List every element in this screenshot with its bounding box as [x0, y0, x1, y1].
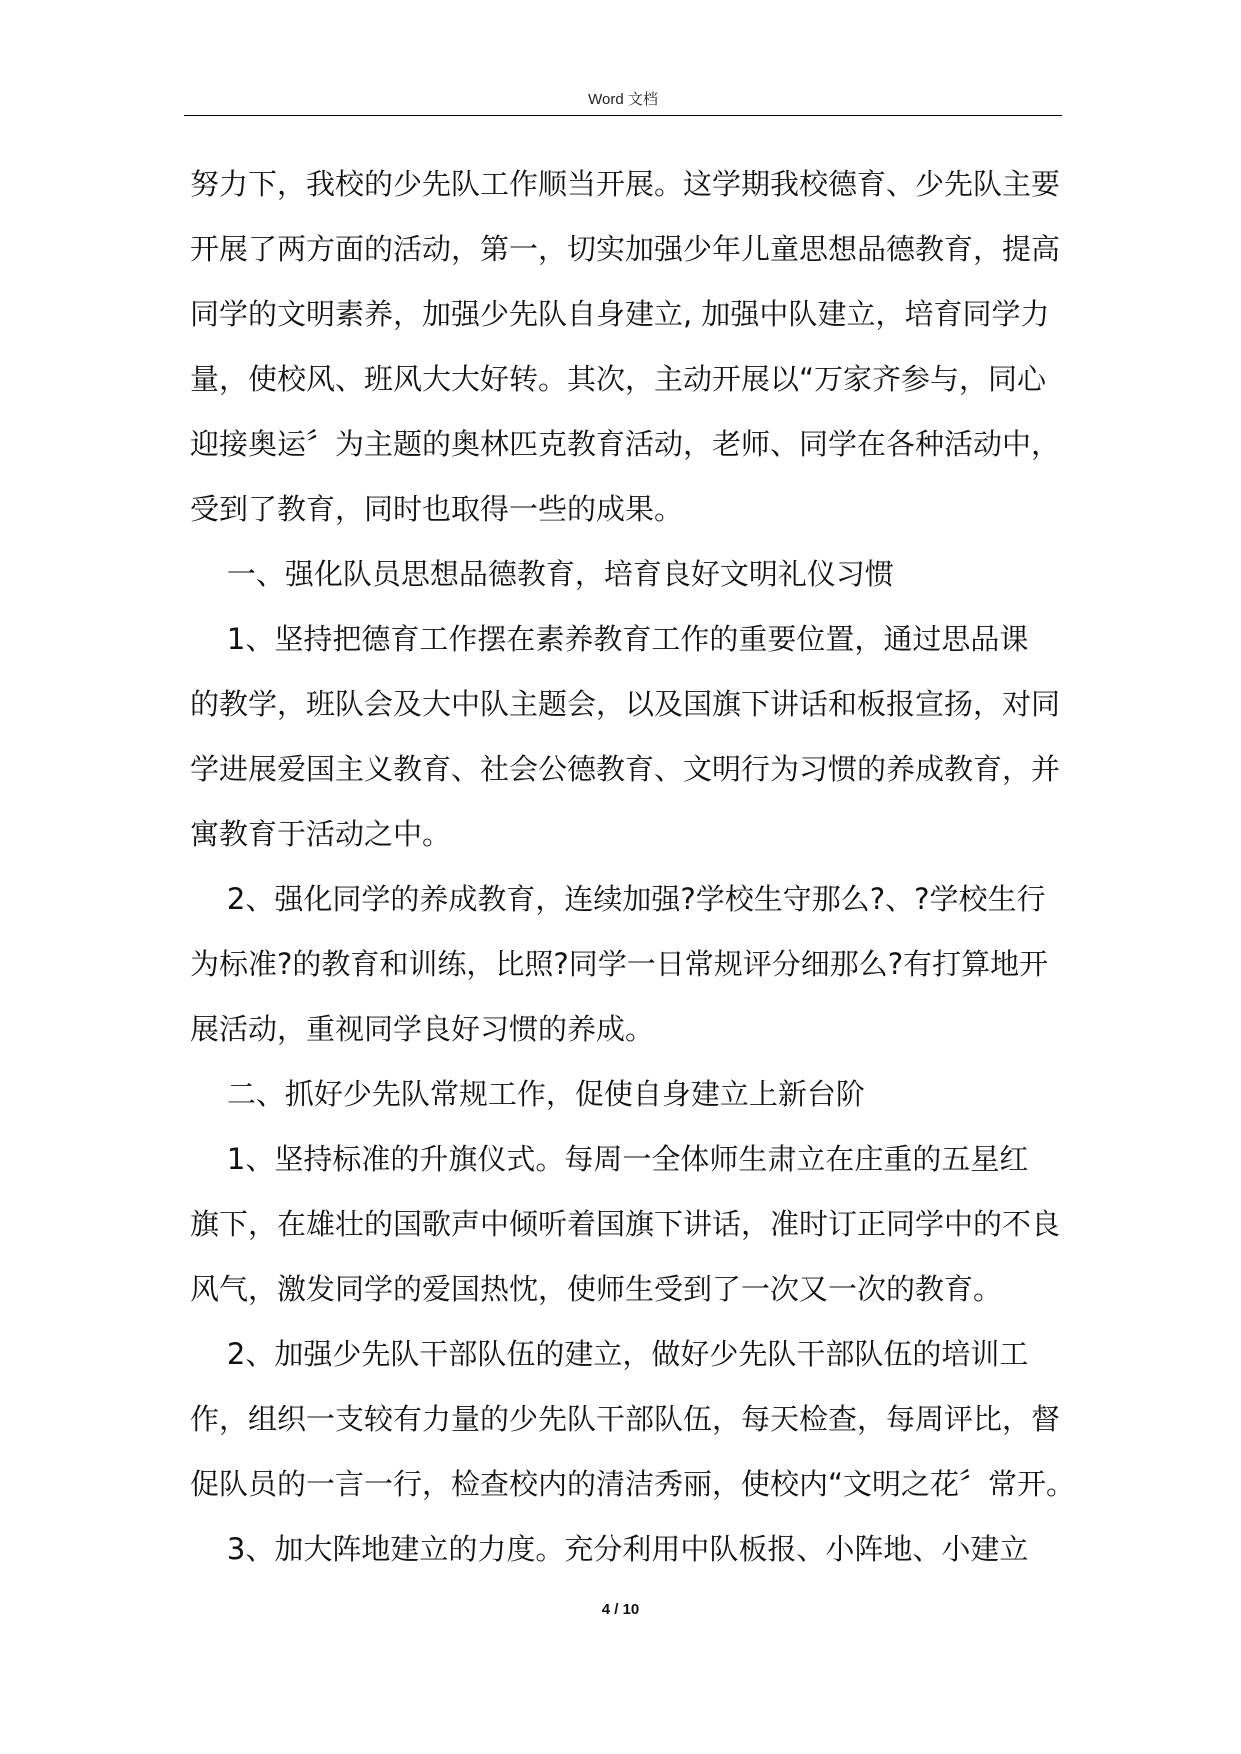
text-line: 的教学，班队会及大中队主题会，以及国旗下讲话和板报宣扬，对同: [190, 687, 1061, 721]
text-line: 旗下，在雄壮的国歌声中倾听着国旗下讲话，准时订正同学中的不良: [190, 1207, 1061, 1241]
text-line: 1、坚持标准的升旗仪式。每周一全体师生肃立在庄重的五星红: [190, 1142, 1029, 1176]
text-line: 努力下，我校的少先队工作顺当开展。这学期我校德育、少先队主要: [190, 167, 1061, 201]
text-line: 风气，激发同学的爱国热忱，使师生受到了一次又一次的教育。: [190, 1272, 1003, 1306]
text-line: 寓教育于活动之中。: [190, 817, 452, 851]
page-number: 4 / 10: [601, 1601, 640, 1618]
text-line: 学进展爱国主义教育、社会公德教育、文明行为习惯的养成教育，并: [190, 752, 1061, 786]
text-line: 为标准?的教育和训练，比照?同学一日常规评分细那么?有打算地开: [190, 947, 1049, 981]
document-body: [190, 160, 1076, 1590]
page-header: Word 文档: [588, 91, 658, 108]
text-line: 作，组织一支较有力量的少先队干部队伍，每天检查，每周评比，督: [190, 1402, 1061, 1436]
text-line: 迎接奥运〞为主题的奥林匹克教育活动，老师、同学在各种活动中，: [190, 427, 1061, 461]
text-line: 展活动，重视同学良好习惯的养成。: [190, 1012, 655, 1046]
text-line: 2、强化同学的养成教育，连续加强?学校生守那么?、?学校生行: [190, 882, 1046, 916]
text-line: 3、加大阵地建立的力度。充分利用中队板报、小阵地、小建立: [190, 1532, 1029, 1566]
text-line: 量，使校风、班风大大好转。其次，主动开展以“万家齐参与，同心: [190, 362, 1047, 396]
text-line: 促队员的一言一行，检查校内的清洁秀丽，使校内“文明之花〞常开。: [190, 1467, 1076, 1501]
section-heading: 一、强化队员思想品德教育，培育良好文明礼仪习惯: [190, 557, 894, 591]
text-line: 1、坚持把德育工作摆在素养教育工作的重要位置，通过思品课: [190, 622, 1029, 656]
text-line: 2、加强少先队干部队伍的建立，做好少先队干部队伍的培训工: [190, 1337, 1029, 1371]
text-line: 开展了两方面的活动，第一，切实加强少年儿童思想品德教育，提高: [190, 232, 1061, 266]
text-line: 同学的文明素养，加强少先队自身建立, 加强中队建立，培育同学力: [190, 297, 1050, 331]
section-heading: 二、抓好少先队常规工作，促使自身建立上新台阶: [190, 1077, 865, 1111]
header-divider: [184, 115, 1062, 116]
text-line: 受到了教育，同时也取得一些的成果。: [190, 492, 684, 526]
